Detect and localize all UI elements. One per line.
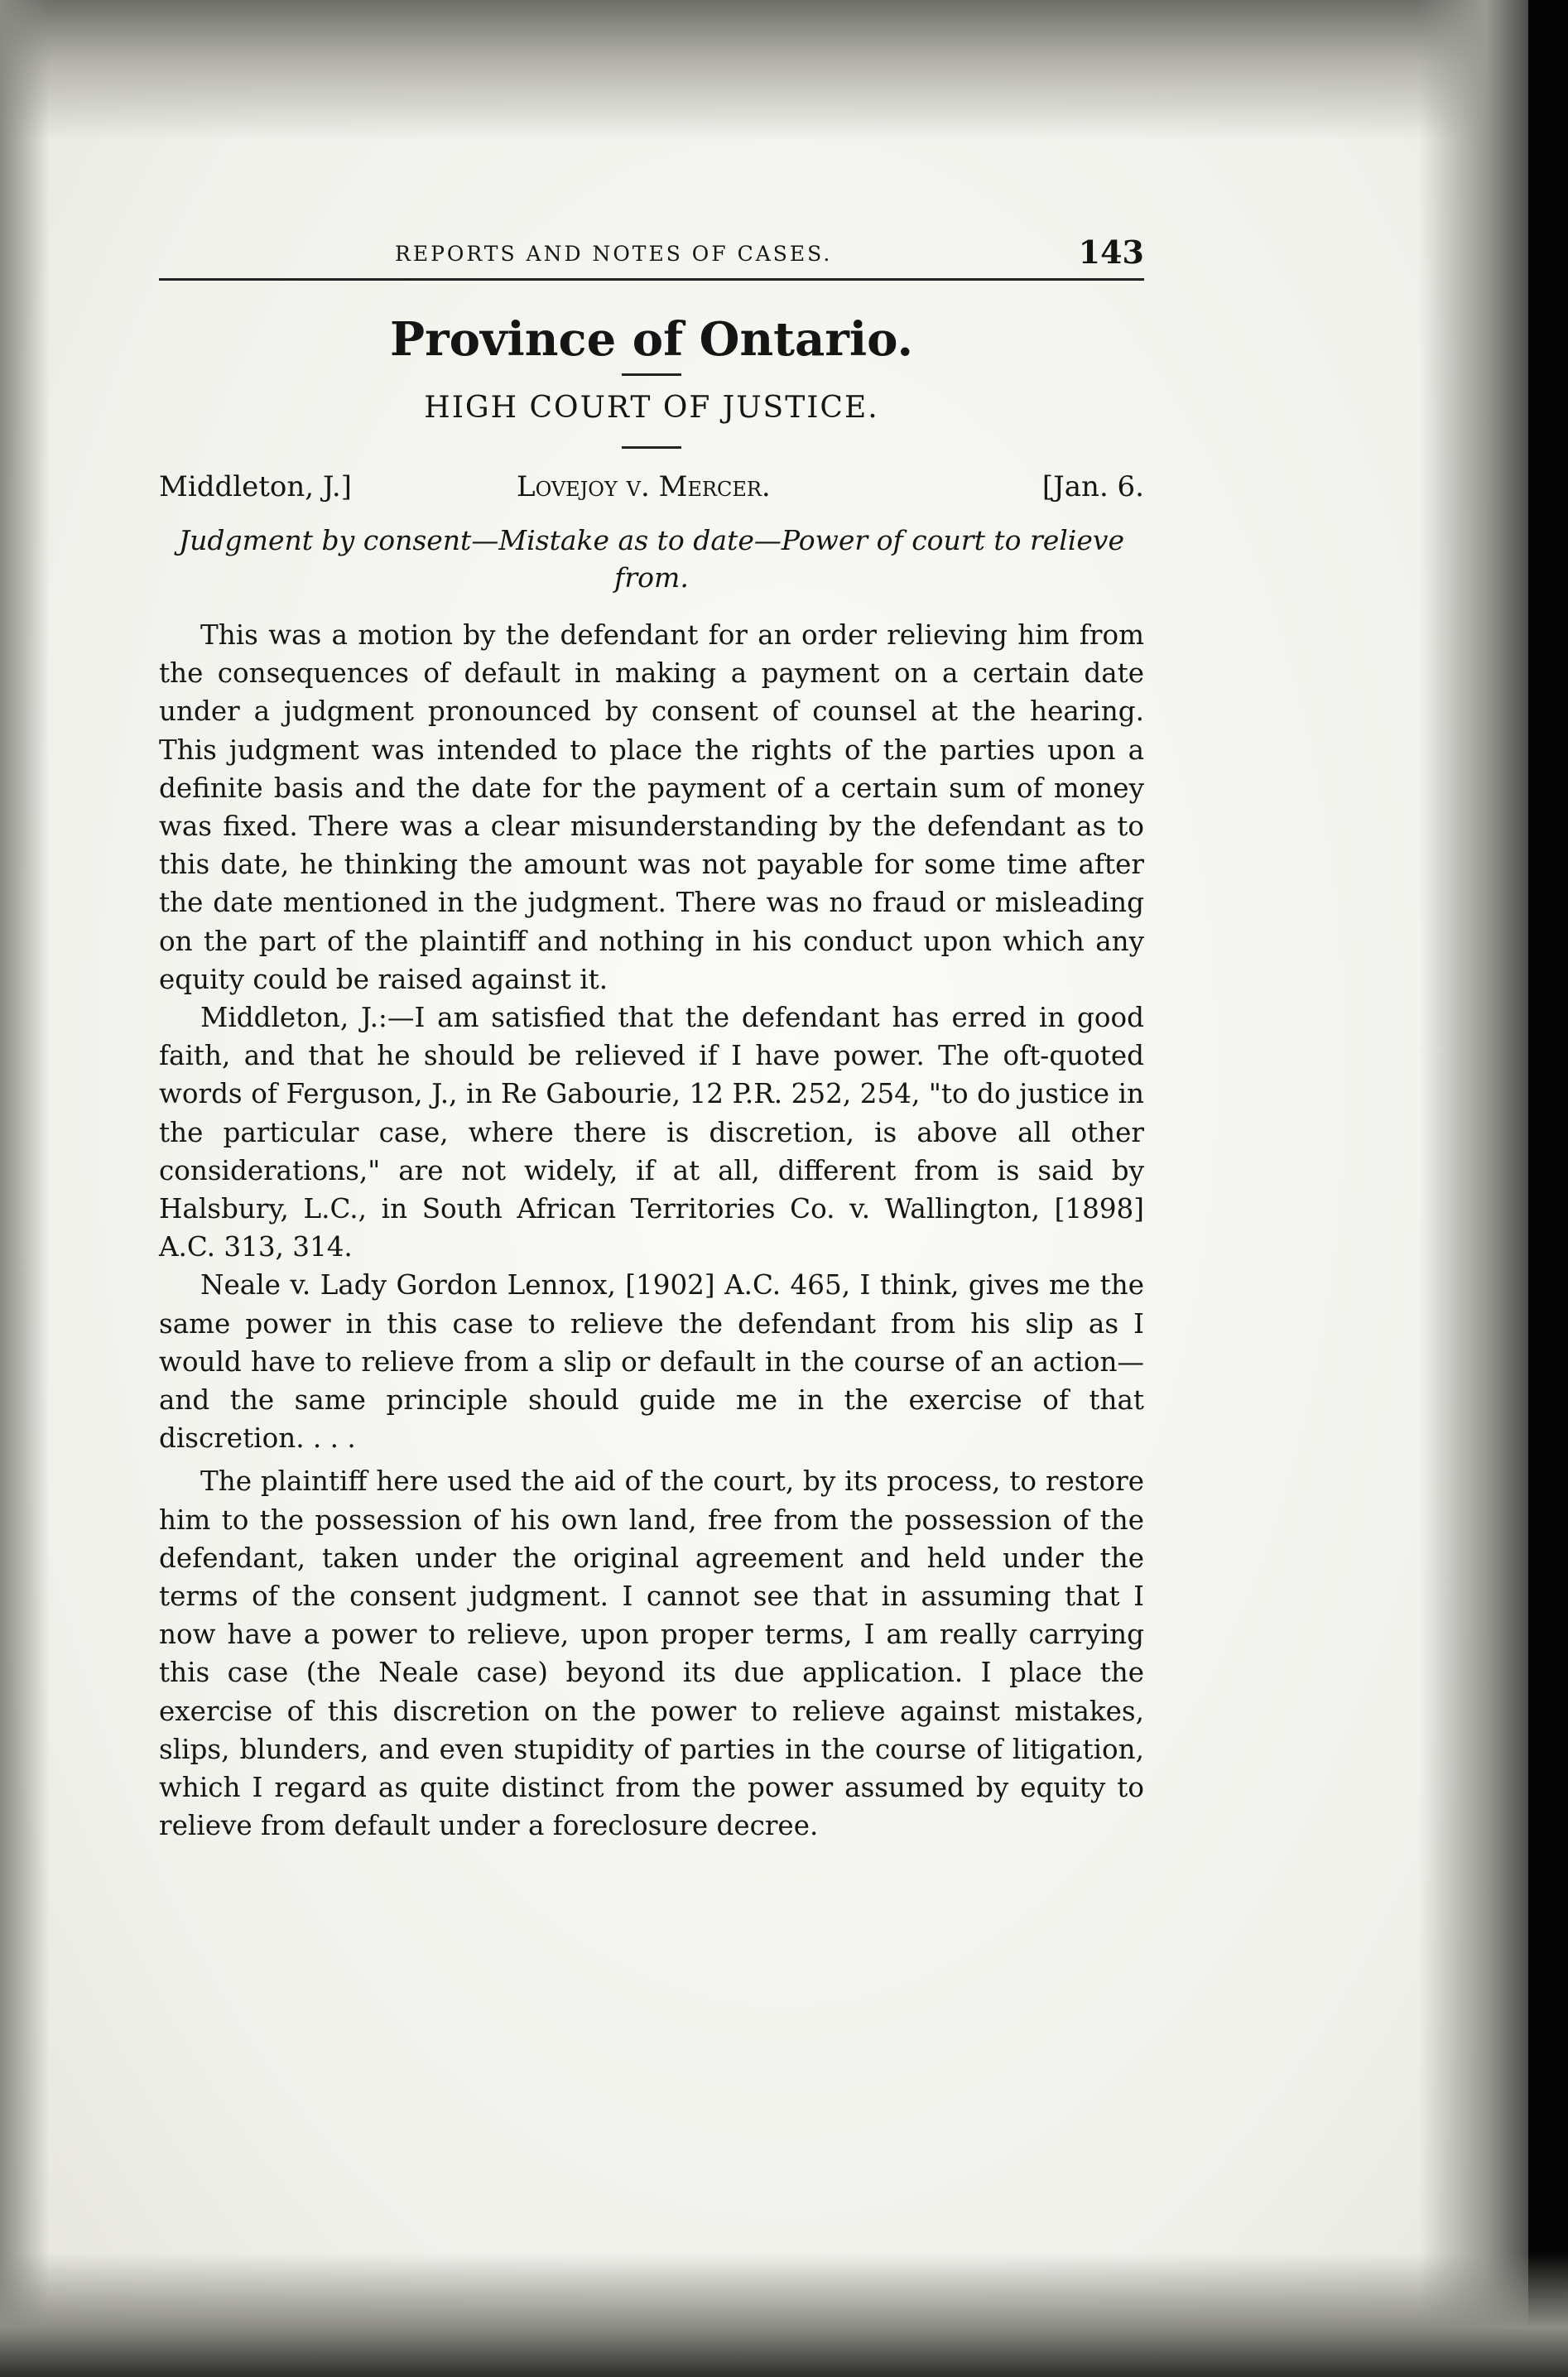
page-content xyxy=(159,233,1144,1845)
paragraph-judgment: Middleton, J.:—I am satisfied that the defendant has erred in good faith, and that he should be relieved if I have power. The oft-quoted words of Ferguson, J., in Re Gabourie, 12 P.R. 252, 254, "to do justice in the particular case, where there is discretion, is above all other considerations," are not widely, if at all, different from is said by Halsbury, L.C., in South African Territories Co. v. Wallington, [1898] A.C. 313, 314. xyxy=(159,1002,1144,1263)
running-head xyxy=(159,233,1144,275)
court-rule xyxy=(622,446,681,449)
title-rule xyxy=(622,373,681,376)
province-title: Province of Ontario. xyxy=(390,312,913,367)
scan-shadow-top xyxy=(0,0,1568,141)
scan-shadow-left xyxy=(0,0,50,2377)
running-title: REPORTS AND NOTES OF CASES. xyxy=(395,242,833,266)
paragraph-gap xyxy=(159,1457,1144,1460)
case-date: [Jan. 6. xyxy=(1041,470,1144,503)
scan-edge-right xyxy=(1528,0,1568,2377)
court-name: HIGH COURT OF JUSTICE. xyxy=(424,391,879,425)
case-line xyxy=(159,470,1144,512)
scan-shadow-bottom xyxy=(0,2253,1568,2377)
case-judge: Middleton, J.] xyxy=(159,470,352,503)
paragraph-neale: Neale v. Lady Gordon Lennox, [1902] A.C. 465, I think, gives me the same power in this case to relieve the defendant from his slip as I would have to relieve from a slip or default in the course of an action—and the same principle should guide me in the exercise of that discretion. . . . xyxy=(159,1269,1144,1455)
case-name: Lovejoy v. Mercer. xyxy=(517,470,771,503)
header-rule xyxy=(159,278,1144,281)
paragraph-facts: This was a motion by the defendant for an order relieving him from the consequences of default in making a payment on a certain date under a judgment pronounced by consent of counsel at the hearing. This judgment was intended to place the rights of the parties upon a definite basis and the date for the payment of a certain sum of money was fixed. There was a clear misunderstanding by the defendant as to this date, he thinking the amount was not payable for some time after the date mentioned in the judgment. There was no fraud or misleading on the part of the plaintiff and nothing in his conduct upon which any equity could be raised against it. xyxy=(159,619,1144,995)
page-number: 143 xyxy=(1078,233,1144,271)
paragraph-conclusion: The plaintiff here used the aid of the court, by its process, to restore him to the possession of his own land, free from the possession of the defendant, taken under the original agreement and held under the terms of the consent judgment. I cannot see that in assuming that I now have a power to relieve, upon proper terms, I am really carrying this case (the Neale case) beyond its due application. I place the exercise of this discretion on the power to relieve against mistakes, slips, blunders, and even stupidity of parties in the course of litigation, which I regard as quite distinct from the power assumed by equity to relieve from default under a foreclosure decree. xyxy=(159,1465,1144,1842)
headnote: Judgment by consent—Mistake as to date—Power of court to relieve from. xyxy=(178,524,1125,594)
